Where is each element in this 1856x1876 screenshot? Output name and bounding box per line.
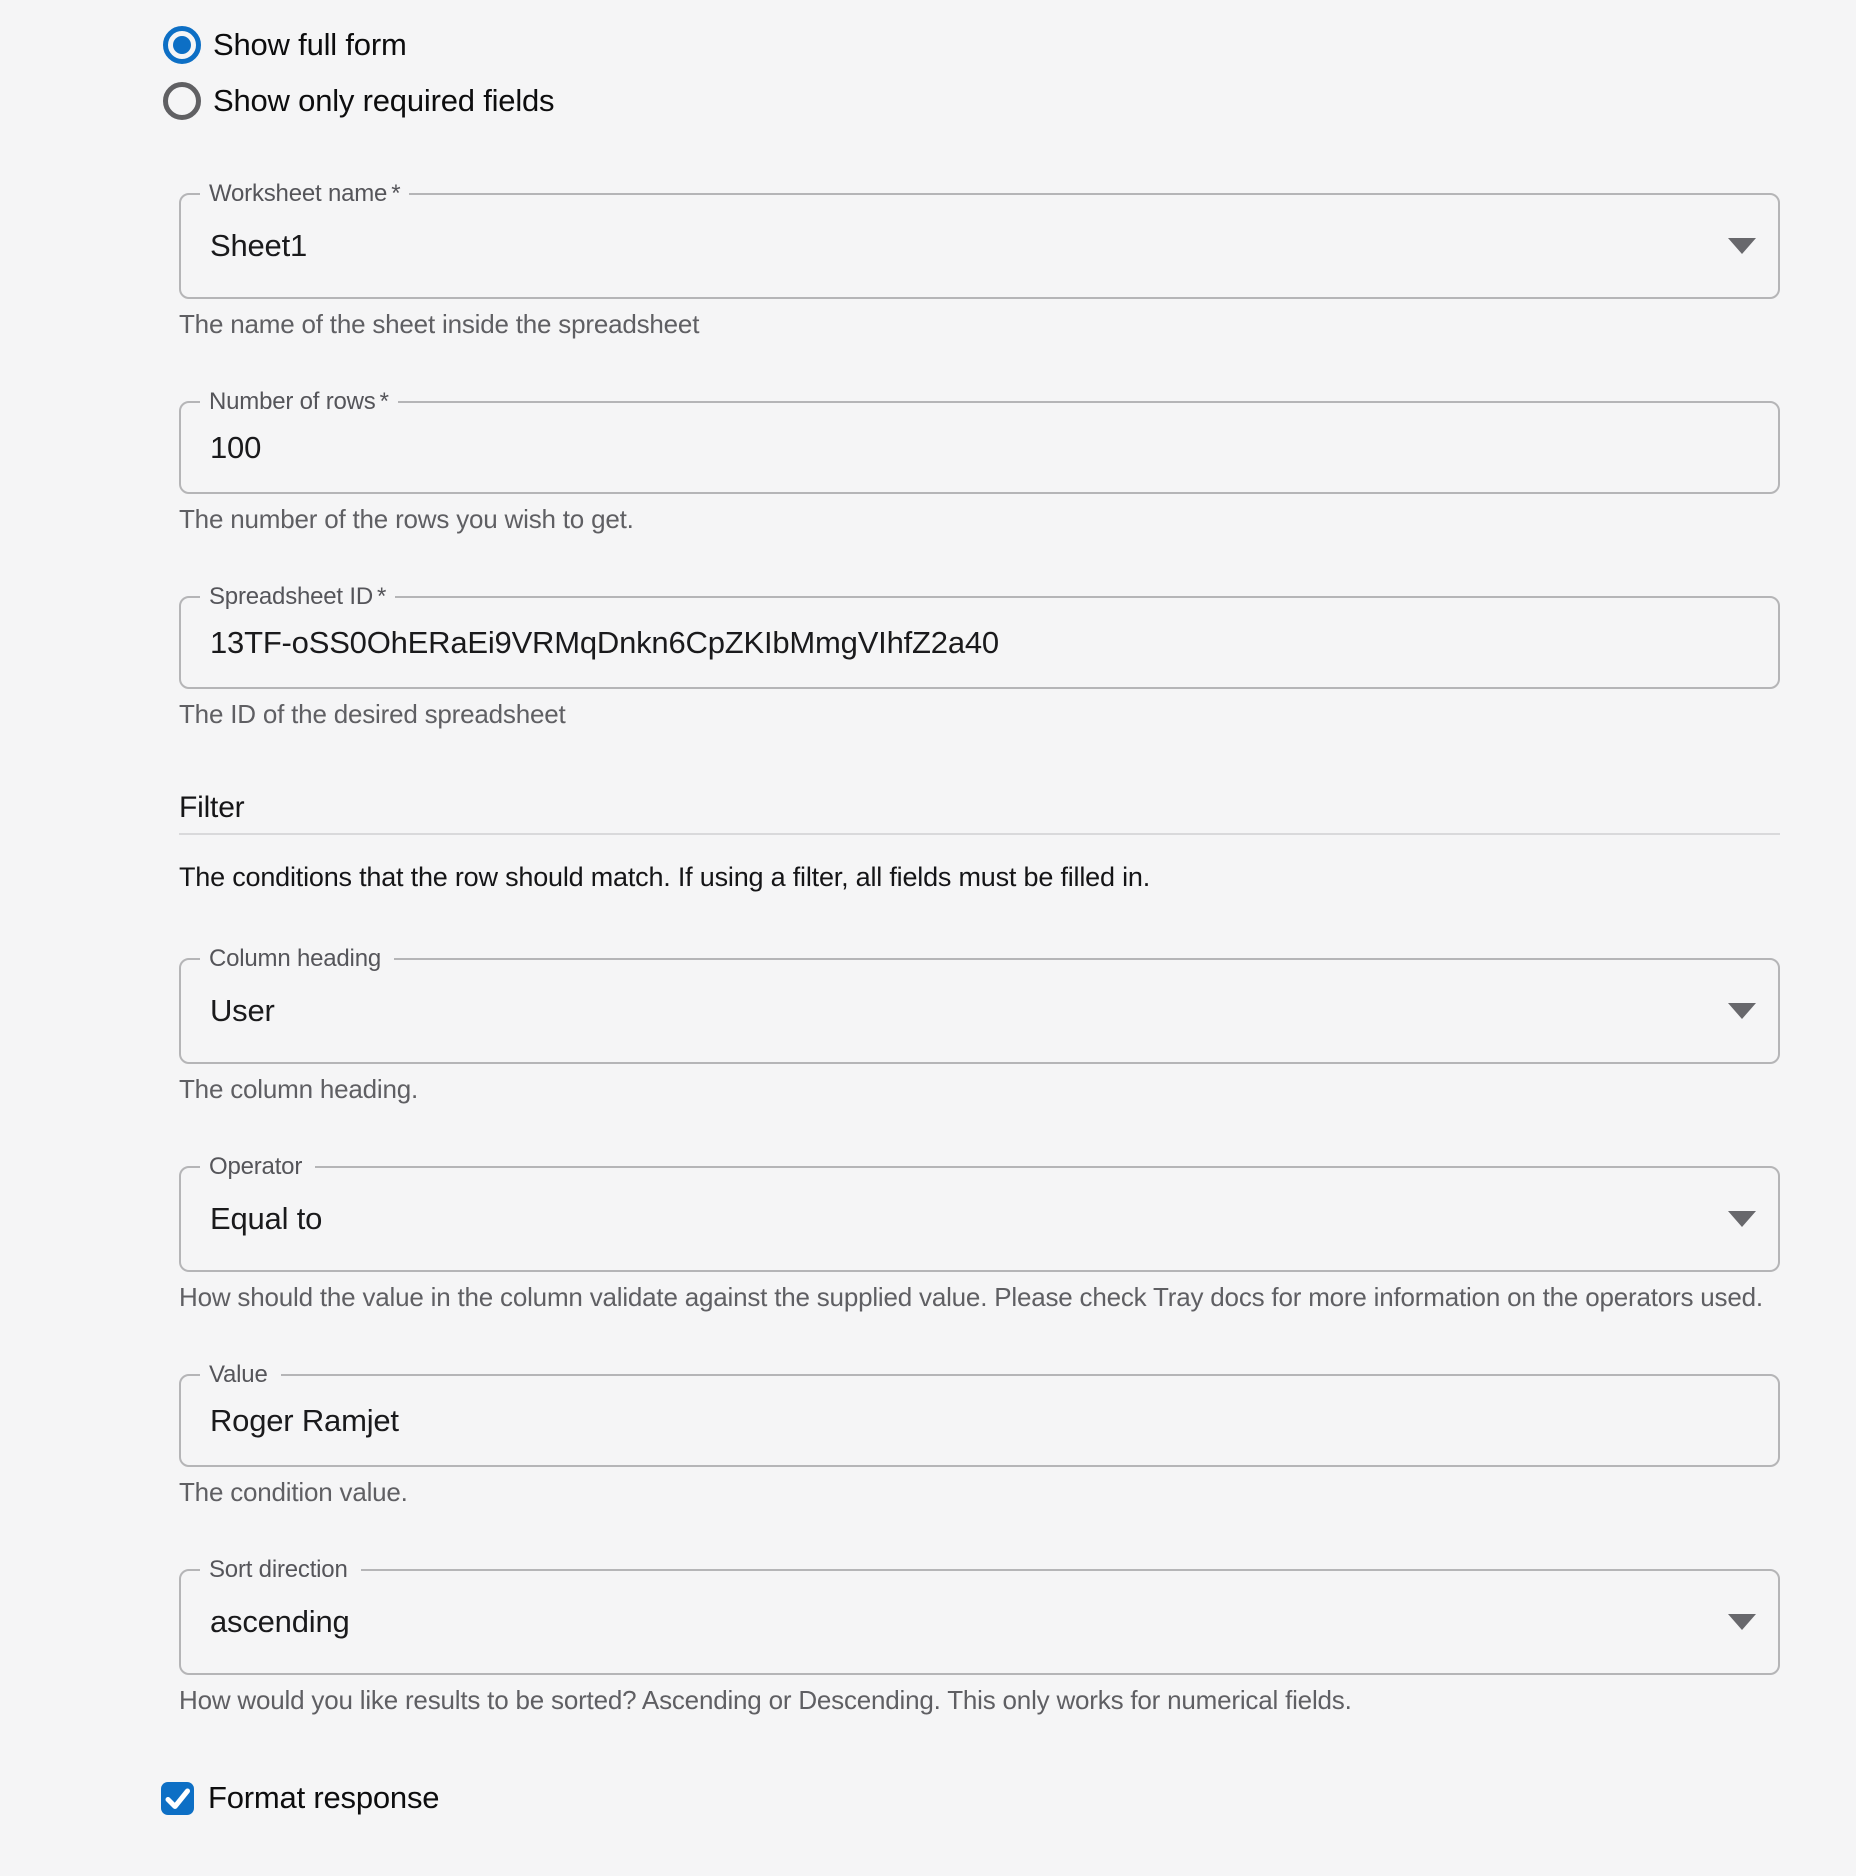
field-label: Worksheet name * [200, 180, 409, 209]
filter-section-title: Filter [179, 791, 1780, 835]
filter-section-description: The conditions that the row should match. If using a filter, all fields must be filled in. [179, 862, 1151, 892]
field-value: User [210, 993, 275, 1028]
field-value: Roger Ramjet [210, 1402, 399, 1438]
field-label: Sort direction [200, 1556, 361, 1585]
field-value: 13TF-oSS0OhERaEi9VRMqDnkn6CpZKIbMmgVIhfZ2a40 [210, 624, 999, 660]
radio-unselected-icon[interactable] [163, 82, 201, 120]
field-value: 100 [210, 429, 262, 465]
radio-label: Show only required fields [213, 83, 555, 118]
connector-config-form [179, 180, 1780, 1715]
required-asterisk: * [379, 388, 389, 415]
field-helper-text: The condition value. [179, 1477, 408, 1507]
dropdown-arrow-icon [1728, 238, 1756, 254]
field-value: ascending [210, 1604, 350, 1639]
column-heading-select[interactable] [179, 945, 1780, 1064]
sort-direction-select[interactable] [179, 1556, 1780, 1675]
field-helper-text: The name of the sheet inside the spreadsheet [179, 309, 700, 339]
radio-show-full-form[interactable] [163, 24, 1856, 66]
number-of-rows-field-group [179, 388, 1780, 534]
dropdown-arrow-icon [1728, 1211, 1756, 1227]
dropdown-arrow-icon [1728, 1003, 1756, 1019]
operator-field-group [179, 1153, 1780, 1312]
sort-direction-field-group [179, 1556, 1780, 1715]
field-value: Equal to [210, 1201, 323, 1236]
format-response-row[interactable] [161, 1777, 1856, 1819]
form-view-radio-group [163, 0, 1856, 122]
field-label: Value [200, 1361, 281, 1390]
value-field-group [179, 1361, 1780, 1507]
spreadsheet-id-input[interactable] [179, 583, 1780, 689]
field-label: Operator [200, 1153, 315, 1182]
radio-show-only-required-fields[interactable] [163, 80, 1856, 122]
radio-selected-icon[interactable] [163, 26, 201, 64]
radio-label: Show full form [213, 27, 407, 62]
format-response-checkbox[interactable] [161, 1782, 194, 1815]
checkbox-label: Format response [208, 1780, 440, 1815]
operator-select[interactable] [179, 1153, 1780, 1272]
field-label: Number of rows * [200, 388, 398, 417]
column-heading-field-group [179, 945, 1780, 1104]
field-label: Column heading [200, 945, 394, 974]
number-of-rows-input[interactable] [179, 388, 1780, 494]
field-value: Sheet1 [210, 228, 308, 263]
field-helper-text: The column heading. [179, 1074, 419, 1104]
dropdown-arrow-icon [1728, 1614, 1756, 1630]
required-asterisk: * [376, 583, 387, 610]
field-helper-text: How would you like results to be sorted? Ascending or Descending. This only works for numerical fields. [179, 1685, 1352, 1715]
worksheet-name-select[interactable] [179, 180, 1780, 299]
field-helper-text: The number of the rows you wish to get. [179, 504, 634, 534]
required-asterisk: * [391, 180, 401, 207]
checkmark-icon [161, 1782, 194, 1815]
worksheet-name-field-group [179, 180, 1780, 339]
value-input[interactable] [179, 1361, 1780, 1467]
spreadsheet-id-field-group [179, 583, 1780, 729]
field-helper-text: The ID of the desired spreadsheet [179, 699, 566, 729]
field-helper-text: How should the value in the column validate against the supplied value. Please check Tray docs for more information on the operators used. [179, 1282, 1763, 1312]
field-label: Spreadsheet ID * [200, 583, 395, 612]
